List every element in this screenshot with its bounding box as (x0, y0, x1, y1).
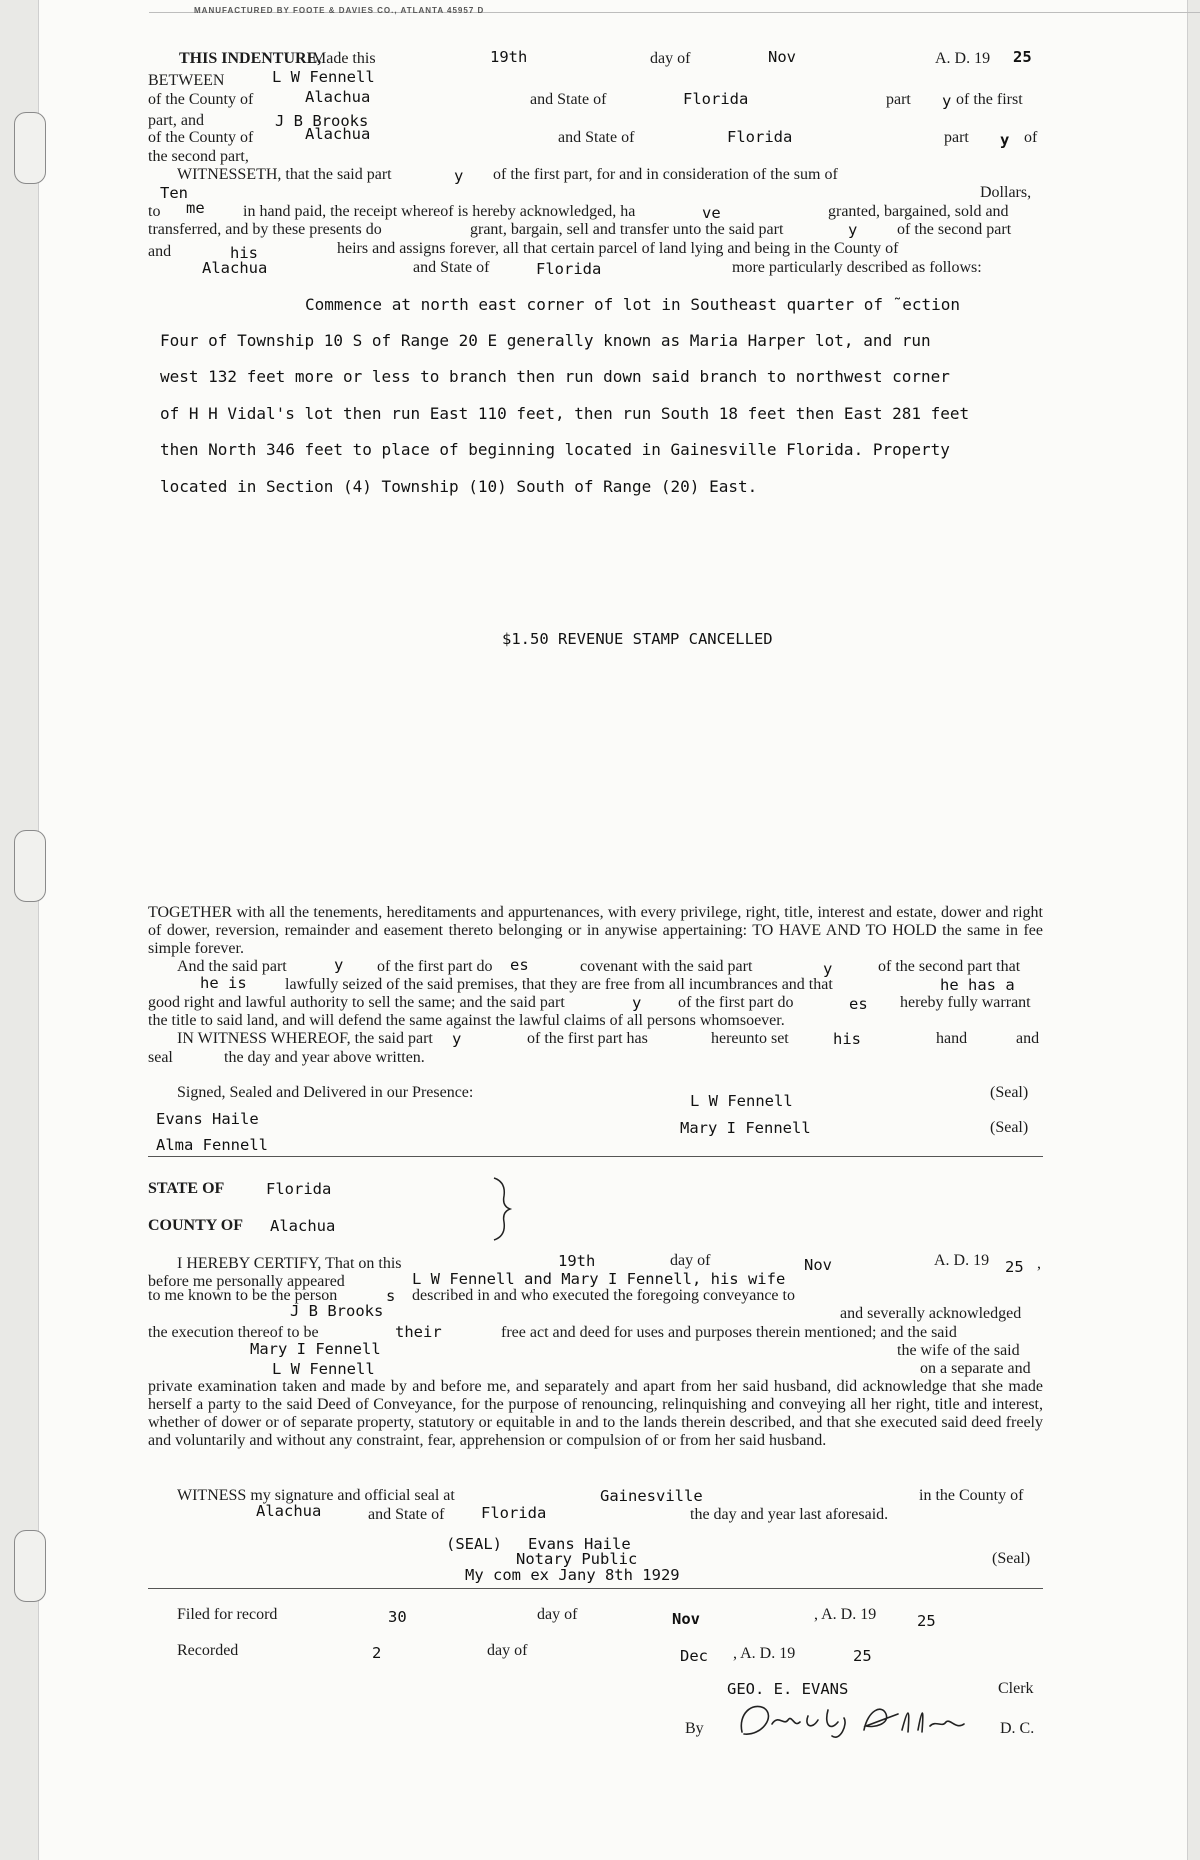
notary-title: Notary Public (516, 1550, 638, 1568)
authority-text: good right and lawful authority to sell the same; and the said part (148, 994, 565, 1011)
covenant-text: And the said part (177, 958, 287, 975)
binder-hole-bottom (14, 1530, 46, 1602)
description-line: then North 346 feet to place of beginning located in Gainesville Florida. Property (160, 440, 950, 459)
seal-mark: (Seal) (990, 1084, 1029, 1101)
separate-text: on a separate and (920, 1360, 1031, 1377)
part-label-2: part (944, 129, 969, 146)
and-label-2: and (1016, 1030, 1040, 1047)
heirs-pronoun: his (230, 244, 258, 262)
witness-signature: Alma Fennell (156, 1136, 268, 1154)
authority-party: he has a (940, 976, 1015, 994)
severally-text: and severally acknowledged (840, 1305, 1022, 1322)
day-of-label-2: day of (670, 1252, 711, 1269)
seal-label: seal (148, 1049, 173, 1066)
recorded-month: Dec (680, 1647, 708, 1665)
deed-day: 19th (490, 48, 528, 66)
last-aforesaid-text: the day and year last aforesaid. (690, 1506, 889, 1523)
persons-suffix: s (386, 1287, 396, 1305)
recorded-day-of: day of (487, 1642, 528, 1659)
indenture-heading: THIS INDENTURE, (179, 50, 322, 67)
deputy-clerk-label: D. C. (1000, 1720, 1035, 1737)
filed-day: 30 (388, 1608, 407, 1626)
description-line: of H H Vidal's lot then run East 110 feet, then run South 18 feet then East 281 feet (160, 404, 970, 423)
wife-of-text: the wife of the said (897, 1342, 1020, 1359)
clerk-label: Clerk (998, 1680, 1034, 1697)
covenant-text: of the second part that (878, 958, 1021, 975)
and-state-label-2: and State of (558, 129, 635, 146)
parcel-county: Alachua (202, 259, 268, 277)
covenant-text: of the first part do (377, 958, 493, 975)
ad-label-2: A. D. 19 (934, 1252, 990, 1269)
ack-county-2: Alachua (256, 1502, 322, 1520)
county-of-label-2: of the County of (148, 129, 254, 146)
revenue-stamp-note: $1.50 REVENUE STAMP CANCELLED (502, 630, 773, 648)
warrant-suffix: y (632, 994, 642, 1012)
clerk-name: GEO. E. EVANS (727, 1680, 849, 1698)
consideration-amount: Ten (160, 184, 188, 202)
description-line: located in Section (4) Township (10) South of Range (20) East. (160, 477, 758, 496)
in-witness-text: hereunto set (711, 1030, 789, 1047)
binder-hole-middle (14, 830, 46, 902)
covenant-text: covenant with the said part (580, 958, 753, 975)
recorded-day: 2 (372, 1644, 382, 1662)
county-of-label: of the County of (148, 91, 254, 108)
signature-divider (148, 1156, 1043, 1157)
their-label: their (395, 1323, 442, 1341)
grantor-signature: L W Fennell (690, 1092, 793, 1110)
deputy-clerk-signature (732, 1696, 972, 1746)
county-label: COUNTY OF (148, 1217, 243, 1234)
made-this-label: Made this (312, 50, 376, 67)
warrant-text: of the first part do (678, 994, 794, 1011)
covenant-suffix: y (823, 960, 833, 978)
ack-city: Gainesville (600, 1487, 703, 1505)
binder-hole-top (14, 112, 46, 184)
notary-seal-mark: (SEAL) (446, 1535, 502, 1553)
witness-seal-text: WITNESS my signature and official seal at (177, 1487, 455, 1504)
notary-commission: My com ex Jany 8th 1929 (465, 1566, 680, 1584)
covenant-suffix: y (334, 956, 344, 974)
filed-ad: , A. D. 19 (814, 1606, 877, 1623)
paid-to: me (186, 199, 205, 217)
of-first-label: of the first (956, 91, 1023, 108)
hand-label: hand (936, 1030, 968, 1047)
grantee-name: J B Brooks (275, 112, 369, 130)
granted-text: granted, bargained, sold and (828, 203, 1009, 220)
part-first-suffix: y (942, 92, 952, 110)
description-line: Commence at north east corner of lot in Southeast quarter of ˜ection (305, 295, 961, 314)
grantor-county: Alachua (305, 88, 371, 106)
deed-month: Nov (768, 48, 796, 66)
filed-month: Nov (672, 1610, 700, 1628)
certify-text: I HEREBY CERTIFY, That on this (177, 1255, 402, 1272)
grantor-signature: Mary I Fennell (680, 1119, 811, 1137)
and-label: and (148, 243, 172, 260)
ack-state-2: Florida (481, 1504, 547, 1522)
second-part-text: of the second part (897, 221, 1012, 238)
ack-year: 25 (1005, 1258, 1024, 1276)
description-line: Four of Township 10 S of Range 20 E generally known as Maria Harper lot, and run (160, 331, 931, 350)
witnesseth-suffix: y (454, 167, 464, 185)
transfer-suffix: y (848, 221, 858, 239)
ack-day: 19th (558, 1252, 596, 1270)
ad-label: A. D. 19 (935, 50, 991, 67)
notary-seal-label: (Seal) (992, 1550, 1031, 1567)
husband-name: L W Fennell (272, 1360, 375, 1378)
seal-mark: (Seal) (990, 1119, 1029, 1136)
and-state-label-4: and State of (368, 1506, 445, 1523)
and-state-label-3: and State of (413, 259, 490, 276)
day-of-label: day of (650, 50, 691, 67)
filed-day-of: day of (537, 1606, 578, 1623)
have-suffix: ve (702, 204, 721, 222)
description-line: west 132 feet more or less to branch then run down said branch to northwest corner (160, 367, 950, 386)
ack-comma: , (1037, 1255, 1041, 1272)
manufacturer-imprint: MANUFACTURED BY FOOTE & DAVIES CO., ATLANTA 45957 D (194, 6, 485, 15)
part-second-suffix: y (1000, 131, 1010, 149)
examination-text: private examination taken and made by and before me, and separately and apart from her said husband, did acknowledge that she made herself a party to the said Deed of Conveyance, for the purpose of renouncing, relinquishing and conveying all her right, title and interest, whether of dower or of separate property, statutory or equitable in and to the lands therein described, and that she executed said deed freely and voluntarily and without any constraint, fear, apprehension or compulsion of or from her said husband. (148, 1378, 1043, 1449)
free-act-text: free act and deed for uses and purposes therein mentioned; and the said (501, 1324, 957, 1341)
notary-name: Evans Haile (528, 1535, 631, 1553)
warrant-text: hereby fully warrant (900, 994, 1031, 1011)
grantee-county: Alachua (305, 125, 371, 143)
between-label: BETWEEN (148, 72, 225, 89)
recorded-ad: , A. D. 19 (733, 1645, 796, 1662)
filed-year: 25 (917, 1612, 936, 1630)
filed-label: Filed for record (177, 1606, 278, 1623)
appeared-text: before me personally appeared (148, 1273, 345, 1290)
state-label: STATE OF (148, 1180, 225, 1197)
in-witness-text: of the first part has (527, 1030, 648, 1047)
executed-text: described in and who executed the foregoing conveyance to (412, 1287, 795, 1304)
and-state-label: and State of (530, 91, 607, 108)
ack-state: Florida (266, 1180, 332, 1198)
described-text: more particularly described as follows: (732, 259, 982, 276)
recorded-year: 25 (853, 1647, 872, 1665)
presence-label: Signed, Sealed and Delivered in our Presence: (177, 1084, 474, 1101)
seized-text: lawfully seized of the said premises, that they are free from all incumbrances and that (285, 976, 833, 993)
day-year-text: the day and year above written. (224, 1049, 425, 1066)
to-label: to (148, 203, 161, 220)
execution-text: the execution thereof to be (148, 1324, 319, 1341)
of-label: of (1024, 129, 1038, 146)
parcel-state: Florida (536, 260, 602, 278)
deed-year: 25 (1013, 48, 1032, 66)
witnesseth-text: WITNESSETH, that the said part (177, 166, 392, 183)
hand-pronoun: his (833, 1030, 861, 1048)
in-county-text: in the County of (919, 1487, 1024, 1504)
venue-brace (488, 1176, 516, 1242)
grantor-name: L W Fennell (272, 68, 375, 86)
transferred-text: transferred, and by these presents do (148, 221, 382, 238)
grantor-state: Florida (683, 90, 749, 108)
transfer-text: grant, bargain, sell and transfer unto the said part (470, 221, 784, 238)
wife-name: Mary I Fennell (250, 1340, 381, 1358)
conveyance-grantee: J B Brooks (290, 1302, 384, 1320)
appeared-persons: L W Fennell and Mary I Fennell, his wife (412, 1270, 786, 1288)
consideration-text: of the first part, for and in consideration of the sum of (493, 166, 838, 183)
dollars-label: Dollars, (980, 184, 1032, 201)
part-and-label: part, and (148, 112, 204, 129)
part-label: part (886, 91, 911, 108)
witness-signature: Evans Haile (156, 1110, 259, 1128)
second-part-label: the second part, (148, 148, 249, 165)
receipt-text: in hand paid, the receipt whereof is hereby acknowledged, ha (243, 203, 636, 220)
grantee-state: Florida (727, 128, 793, 146)
warrant-suffix: es (849, 995, 868, 1013)
seized-party: he is (200, 974, 247, 992)
known-text: to me known to be the person (148, 1287, 338, 1304)
in-witness-suffix: y (452, 1030, 462, 1048)
by-label: By (685, 1720, 704, 1737)
recorded-label: Recorded (177, 1642, 239, 1659)
ack-county: Alachua (270, 1217, 336, 1235)
notary-divider (148, 1588, 1043, 1589)
heirs-text: heirs and assigns forever, all that certain parcel of land lying and being in the County of (337, 240, 899, 257)
ack-month: Nov (804, 1256, 832, 1274)
in-witness-text: IN WITNESS WHEREOF, the said part (177, 1030, 433, 1047)
together-clause: TOGETHER with all the tenements, hereditaments and appurtenances, with every privilege, right, title, interest and estate, dower and right of dower, reversion, remainder and easement thereto belonging or in anywise appertaining: TO HAVE AND TO HOLD the same in fee simple forever. (148, 904, 1043, 957)
covenant-suffix: es (510, 956, 529, 974)
defend-text: the title to said land, and will defend the same against the lawful claims of all persons whomsoever. (148, 1012, 785, 1029)
